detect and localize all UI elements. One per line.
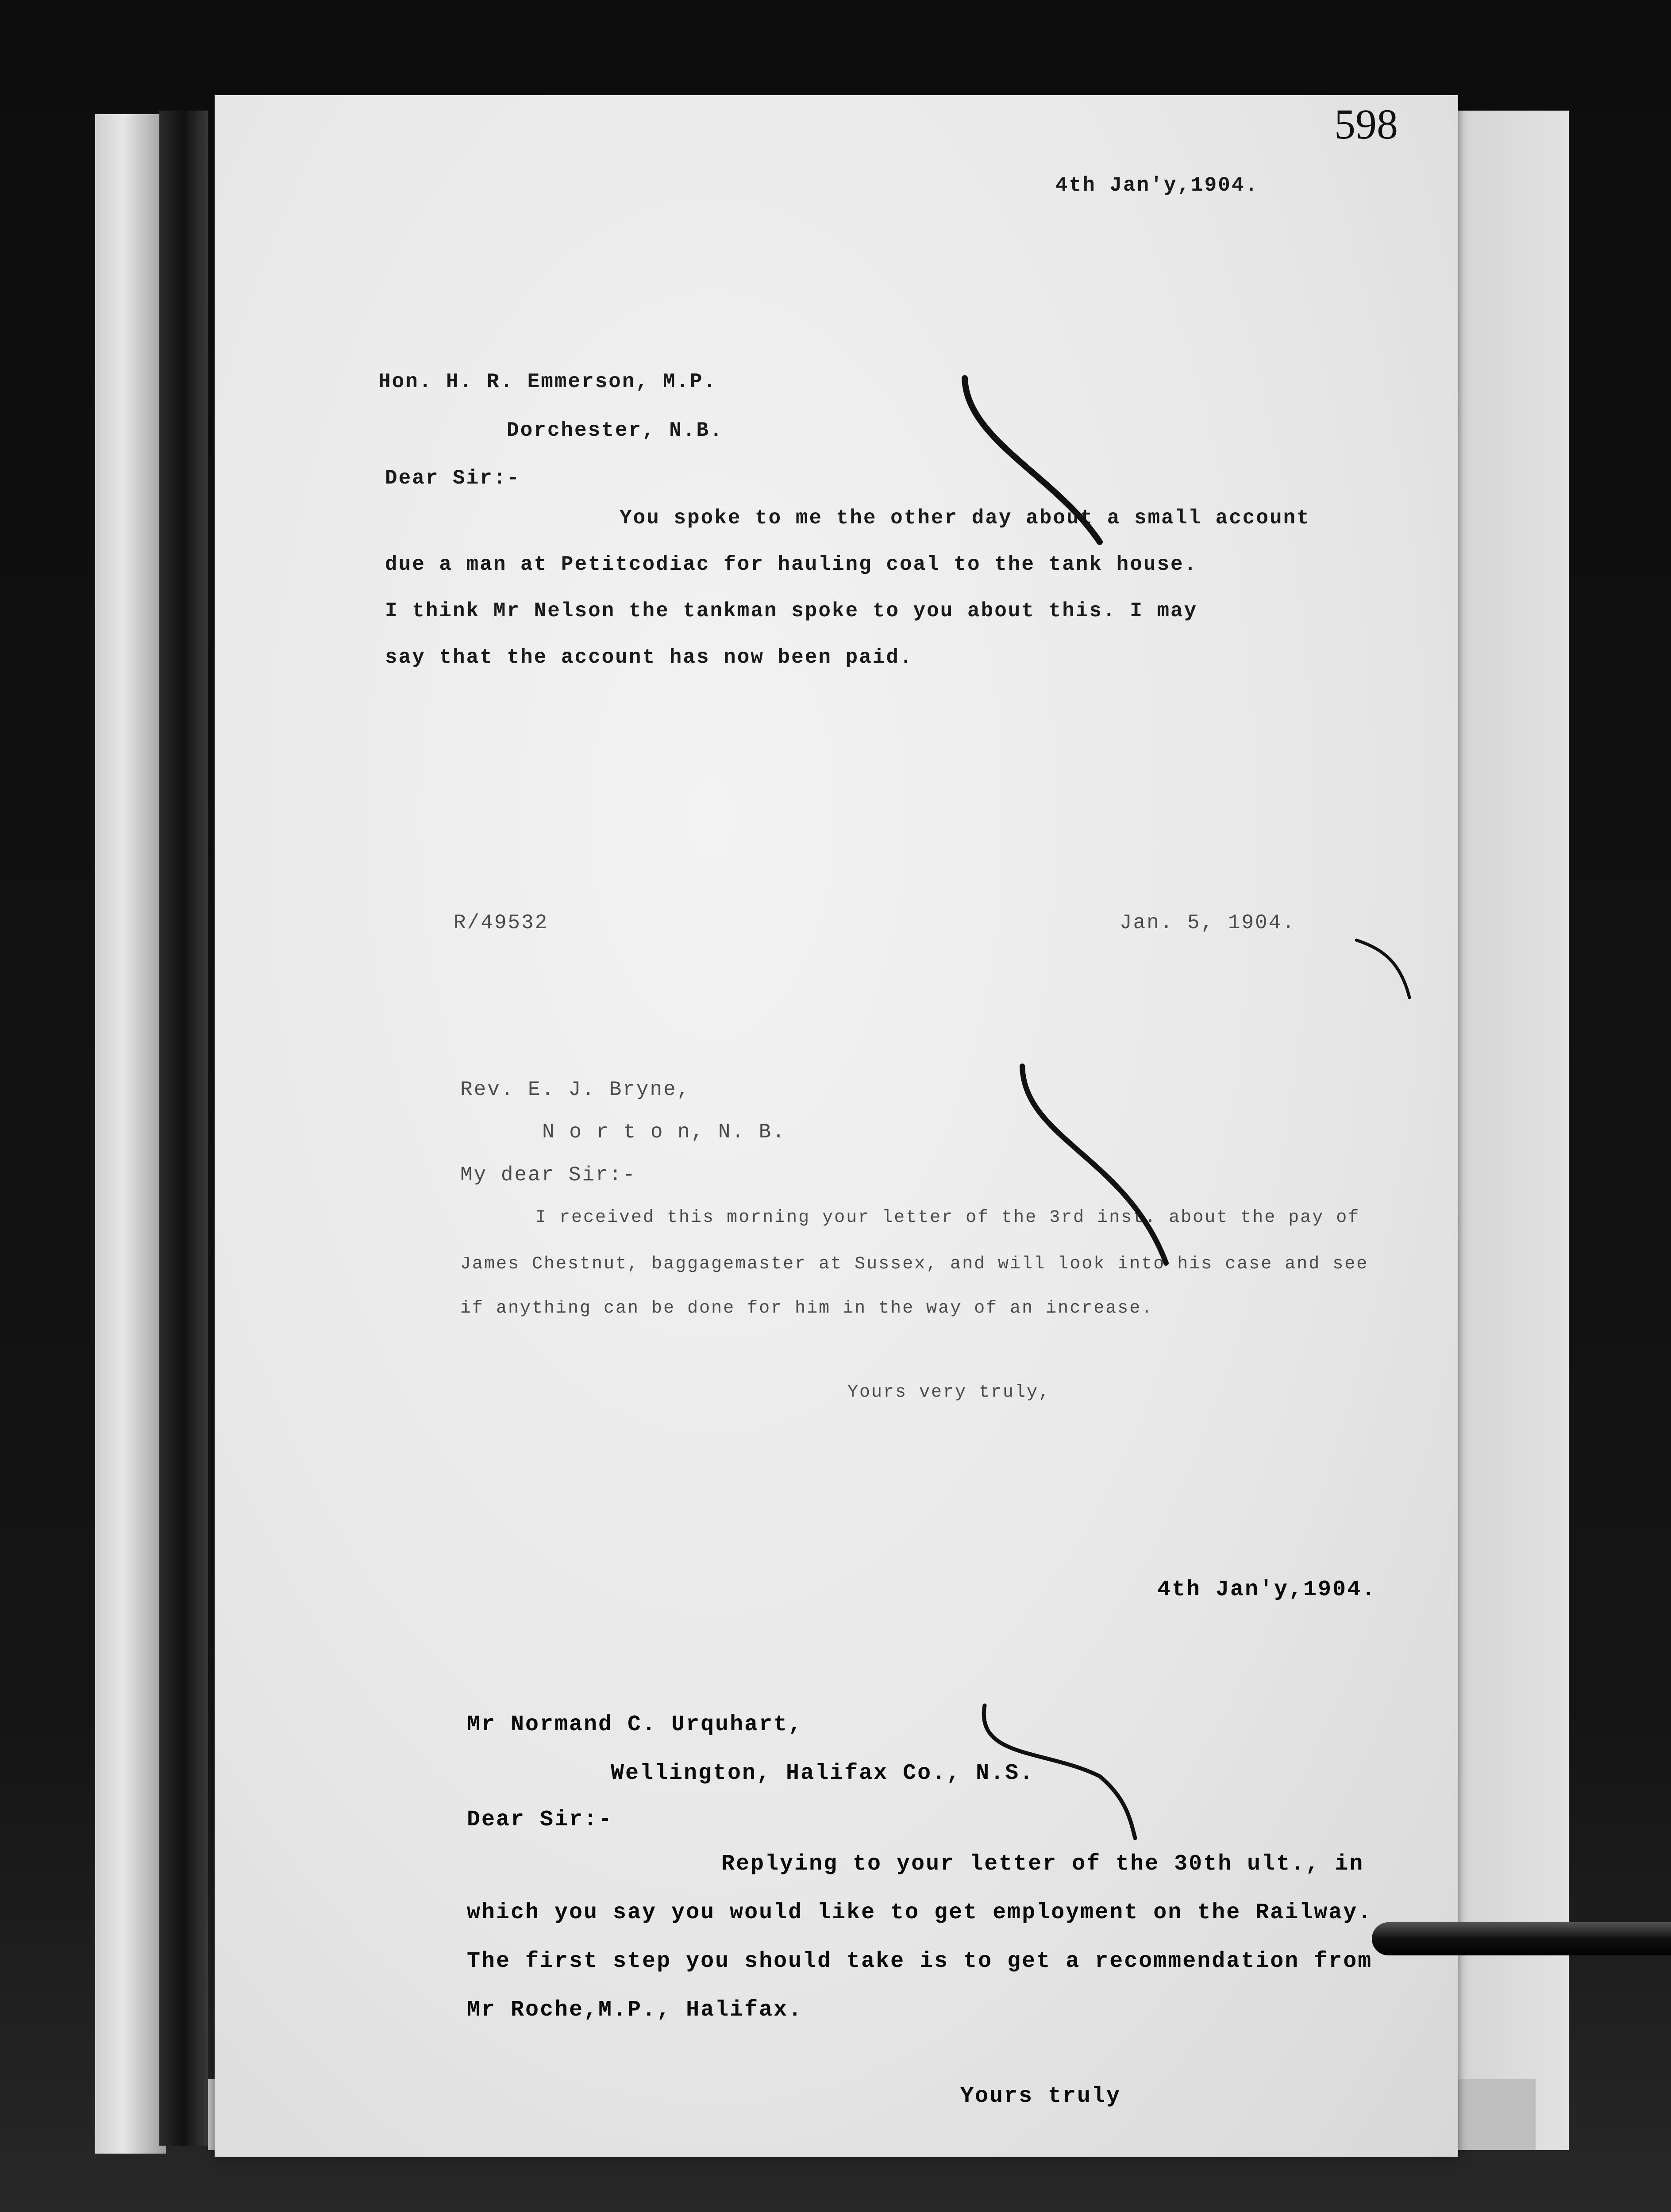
binding-spine bbox=[159, 111, 208, 2146]
letter2-closing: Yours very truly, bbox=[847, 1382, 1051, 1402]
back-page-left bbox=[95, 114, 166, 2154]
letter2-recipient-name: Rev. E. J. Bryne, bbox=[460, 1078, 691, 1101]
letter3-recipient-name: Mr Normand C. Urquhart, bbox=[467, 1712, 803, 1737]
letter3-date: 4th Jan'y,1904. bbox=[1157, 1577, 1377, 1602]
letter2-line: if anything can be done for him in the way of an increase. bbox=[460, 1298, 1154, 1318]
letter1-line: say that the account has now been paid. bbox=[385, 646, 913, 669]
letter3-line: Replying to your letter of the 30th ult., in bbox=[721, 1851, 1364, 1877]
letter1-line: You spoke to me the other day about a small account bbox=[620, 507, 1310, 530]
letter3-line: which you say you would like to get employment on the Railway. bbox=[467, 1900, 1373, 1925]
letter3-line: The first step you should take is to get a recommendation from bbox=[467, 1949, 1373, 1974]
letter3-salutation: Dear Sir:- bbox=[467, 1807, 613, 1832]
letter1-line: I think Mr Nelson the tankman spoke to you about this. I may bbox=[385, 599, 1198, 622]
letter1-recipient-place: Dorchester, N.B. bbox=[507, 419, 724, 442]
letter3-line: Mr Roche,M.P., Halifax. bbox=[467, 1997, 803, 2023]
letter1-date: 4th Jan'y,1904. bbox=[1055, 174, 1259, 197]
letter2-line: I received this morning your letter of the 3rd inst. about the pay of bbox=[535, 1208, 1360, 1228]
letter3-closing: Yours truly bbox=[960, 2084, 1121, 2109]
pen bbox=[1372, 1922, 1671, 1955]
letter1-salutation: Dear Sir:- bbox=[385, 467, 521, 490]
letter3-recipient-place: Wellington, Halifax Co., N.S. bbox=[611, 1761, 1035, 1786]
letter2-date: Jan. 5, 1904. bbox=[1120, 911, 1296, 934]
division-marks bbox=[215, 95, 1458, 2157]
letter1-line: due a man at Petitcodiac for hauling coal to the tank house. bbox=[385, 553, 1198, 576]
letter2-salutation: My dear Sir:- bbox=[460, 1164, 636, 1187]
letter2-file-ref: R/49532 bbox=[454, 911, 549, 934]
page-number: 598 bbox=[1334, 100, 1398, 148]
letter2-recipient-place: N o r t o n, N. B. bbox=[542, 1121, 786, 1144]
letter1-recipient-name: Hon. H. R. Emmerson, M.P. bbox=[378, 370, 717, 393]
letter2-line: James Chestnut, baggagemaster at Sussex, and will look into his case and see bbox=[460, 1254, 1369, 1274]
letterbook-page bbox=[215, 95, 1458, 2157]
